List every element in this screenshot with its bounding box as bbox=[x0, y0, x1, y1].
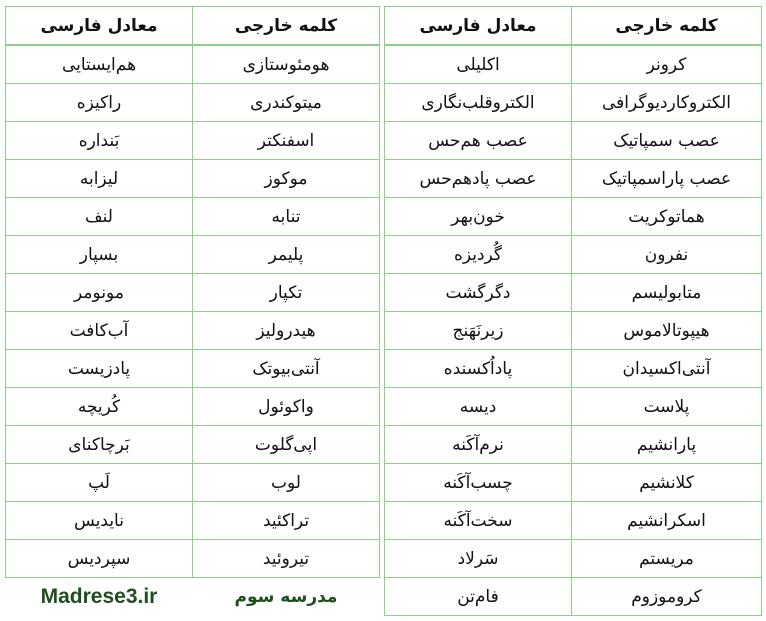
foreign-word-cell: عصب پاراسمپاتیک bbox=[572, 160, 762, 198]
foreign-word-cell: واکوئول bbox=[193, 388, 380, 426]
foreign-word-cell: الکتروکاردیوگرافی bbox=[572, 84, 762, 122]
persian-equivalent-cell: پادزیست bbox=[6, 350, 193, 388]
foreign-word-cell: کرونر bbox=[572, 45, 762, 84]
table-row bbox=[6, 540, 380, 578]
table-row bbox=[385, 122, 762, 160]
persian-equivalent-cell: عصب هم‌حس bbox=[385, 122, 572, 160]
header-row bbox=[385, 7, 762, 46]
persian-equivalent-cell: بَرچاکنای bbox=[6, 426, 193, 464]
table-row bbox=[385, 350, 762, 388]
table-row bbox=[6, 350, 380, 388]
foreign-word-cell: نفرون bbox=[572, 236, 762, 274]
persian-equivalent-cell: چسب‌آکَنه bbox=[385, 464, 572, 502]
foreign-word-cell: اسفنکتر bbox=[193, 122, 380, 160]
table-row bbox=[385, 84, 762, 122]
foreign-word-cell: تکپار bbox=[193, 274, 380, 312]
table-row bbox=[6, 84, 380, 122]
table-row bbox=[385, 160, 762, 198]
table-row bbox=[6, 502, 380, 540]
left-glossary-table bbox=[5, 6, 380, 615]
brand-website: Madrese3.ir bbox=[40, 584, 158, 608]
table-row bbox=[385, 540, 762, 578]
foreign-word-cell: هیپوتالاموس bbox=[572, 312, 762, 350]
header-persian-equivalent: معادل فارسی bbox=[6, 7, 193, 46]
foreign-word-cell: هیدرولیز bbox=[193, 312, 380, 350]
foreign-word-cell: کروموزوم bbox=[572, 578, 762, 616]
table-row bbox=[385, 236, 762, 274]
foreign-word-cell: هومئوستازی bbox=[193, 45, 380, 84]
foreign-word-cell: کلانشیم bbox=[572, 464, 762, 502]
foreign-word-cell: متابولیسم bbox=[572, 274, 762, 312]
persian-equivalent-cell: پاداُکسنده bbox=[385, 350, 572, 388]
persian-equivalent-cell: دگرگشت bbox=[385, 274, 572, 312]
persian-equivalent-cell: زیرنَهَنج bbox=[385, 312, 572, 350]
persian-equivalent-cell: عصب پادهم‌حس bbox=[385, 160, 572, 198]
persian-equivalent-cell: سخت‌آکَنه bbox=[385, 502, 572, 540]
foreign-word-cell: پارانشیم bbox=[572, 426, 762, 464]
persian-equivalent-cell: دیسه bbox=[385, 388, 572, 426]
persian-equivalent-cell: لَپ bbox=[6, 464, 193, 502]
header-row bbox=[6, 7, 380, 46]
foreign-word-cell: موکوز bbox=[193, 160, 380, 198]
persian-equivalent-cell: بَنداره bbox=[6, 122, 193, 160]
persian-equivalent-cell: بسپار bbox=[6, 236, 193, 274]
table-row bbox=[6, 426, 380, 464]
foreign-word-cell: تیروئید bbox=[193, 540, 380, 578]
foreign-word-cell: لوب bbox=[193, 464, 380, 502]
right-glossary-table bbox=[384, 6, 762, 616]
table-row bbox=[6, 464, 380, 502]
persian-equivalent-cell: فام‌تن bbox=[385, 578, 572, 616]
persian-equivalent-cell: نایدیس bbox=[6, 502, 193, 540]
table-row bbox=[6, 388, 380, 426]
table-row bbox=[385, 198, 762, 236]
persian-equivalent-cell: راکیزه bbox=[6, 84, 193, 122]
foreign-word-cell: هماتوکریت bbox=[572, 198, 762, 236]
footer-row bbox=[6, 578, 380, 616]
foreign-word-cell: آنتی‌اکسیدان bbox=[572, 350, 762, 388]
table-row bbox=[6, 274, 380, 312]
persian-equivalent-cell: سپردیس bbox=[6, 540, 193, 578]
table-row bbox=[385, 388, 762, 426]
table-row bbox=[385, 312, 762, 350]
foreign-word-cell: میتوکندری bbox=[193, 84, 380, 122]
brand-persian-name: مدرسه سوم bbox=[234, 586, 338, 607]
foreign-word-cell: اپی‌گلوت bbox=[193, 426, 380, 464]
table-row bbox=[385, 502, 762, 540]
table-row bbox=[6, 45, 380, 84]
persian-equivalent-cell: لیزابه bbox=[6, 160, 193, 198]
foreign-word-cell: آنتی‌بیوتک bbox=[193, 350, 380, 388]
persian-equivalent-cell: خون‌بهر bbox=[385, 198, 572, 236]
persian-equivalent-cell: سَرلاد bbox=[385, 540, 572, 578]
table-row bbox=[385, 464, 762, 502]
table-row bbox=[6, 312, 380, 350]
persian-equivalent-cell: نرم‌آکَنه bbox=[385, 426, 572, 464]
table-row bbox=[385, 578, 762, 616]
foreign-word-cell: اسکرانشیم bbox=[572, 502, 762, 540]
foreign-word-cell: تراکئید bbox=[193, 502, 380, 540]
table-row bbox=[6, 122, 380, 160]
persian-equivalent-cell: لنف bbox=[6, 198, 193, 236]
persian-equivalent-cell: هم‌ایستایی bbox=[6, 45, 193, 84]
table-row bbox=[6, 236, 380, 274]
table-row bbox=[6, 198, 380, 236]
persian-equivalent-cell: آب‌کافت bbox=[6, 312, 193, 350]
header-foreign-word: کلمه خارجی bbox=[193, 7, 380, 46]
header-foreign-word: کلمه خارجی bbox=[572, 7, 762, 46]
foreign-word-cell: عصب سمپاتیک bbox=[572, 122, 762, 160]
persian-equivalent-cell: الکتروقلب‌نگاری bbox=[385, 84, 572, 122]
persian-equivalent-cell: مونومر bbox=[6, 274, 193, 312]
table-row bbox=[385, 426, 762, 464]
persian-equivalent-cell: اکلیلی bbox=[385, 45, 572, 84]
foreign-word-cell: تنابه bbox=[193, 198, 380, 236]
table-row bbox=[385, 45, 762, 84]
header-persian-equivalent: معادل فارسی bbox=[385, 7, 572, 46]
table-row bbox=[6, 160, 380, 198]
foreign-word-cell: مریستم bbox=[572, 540, 762, 578]
foreign-word-cell: پلیمر bbox=[193, 236, 380, 274]
foreign-word-cell: پلاست bbox=[572, 388, 762, 426]
table-row bbox=[385, 274, 762, 312]
persian-equivalent-cell: کُریچه bbox=[6, 388, 193, 426]
persian-equivalent-cell: گُردیزه bbox=[385, 236, 572, 274]
